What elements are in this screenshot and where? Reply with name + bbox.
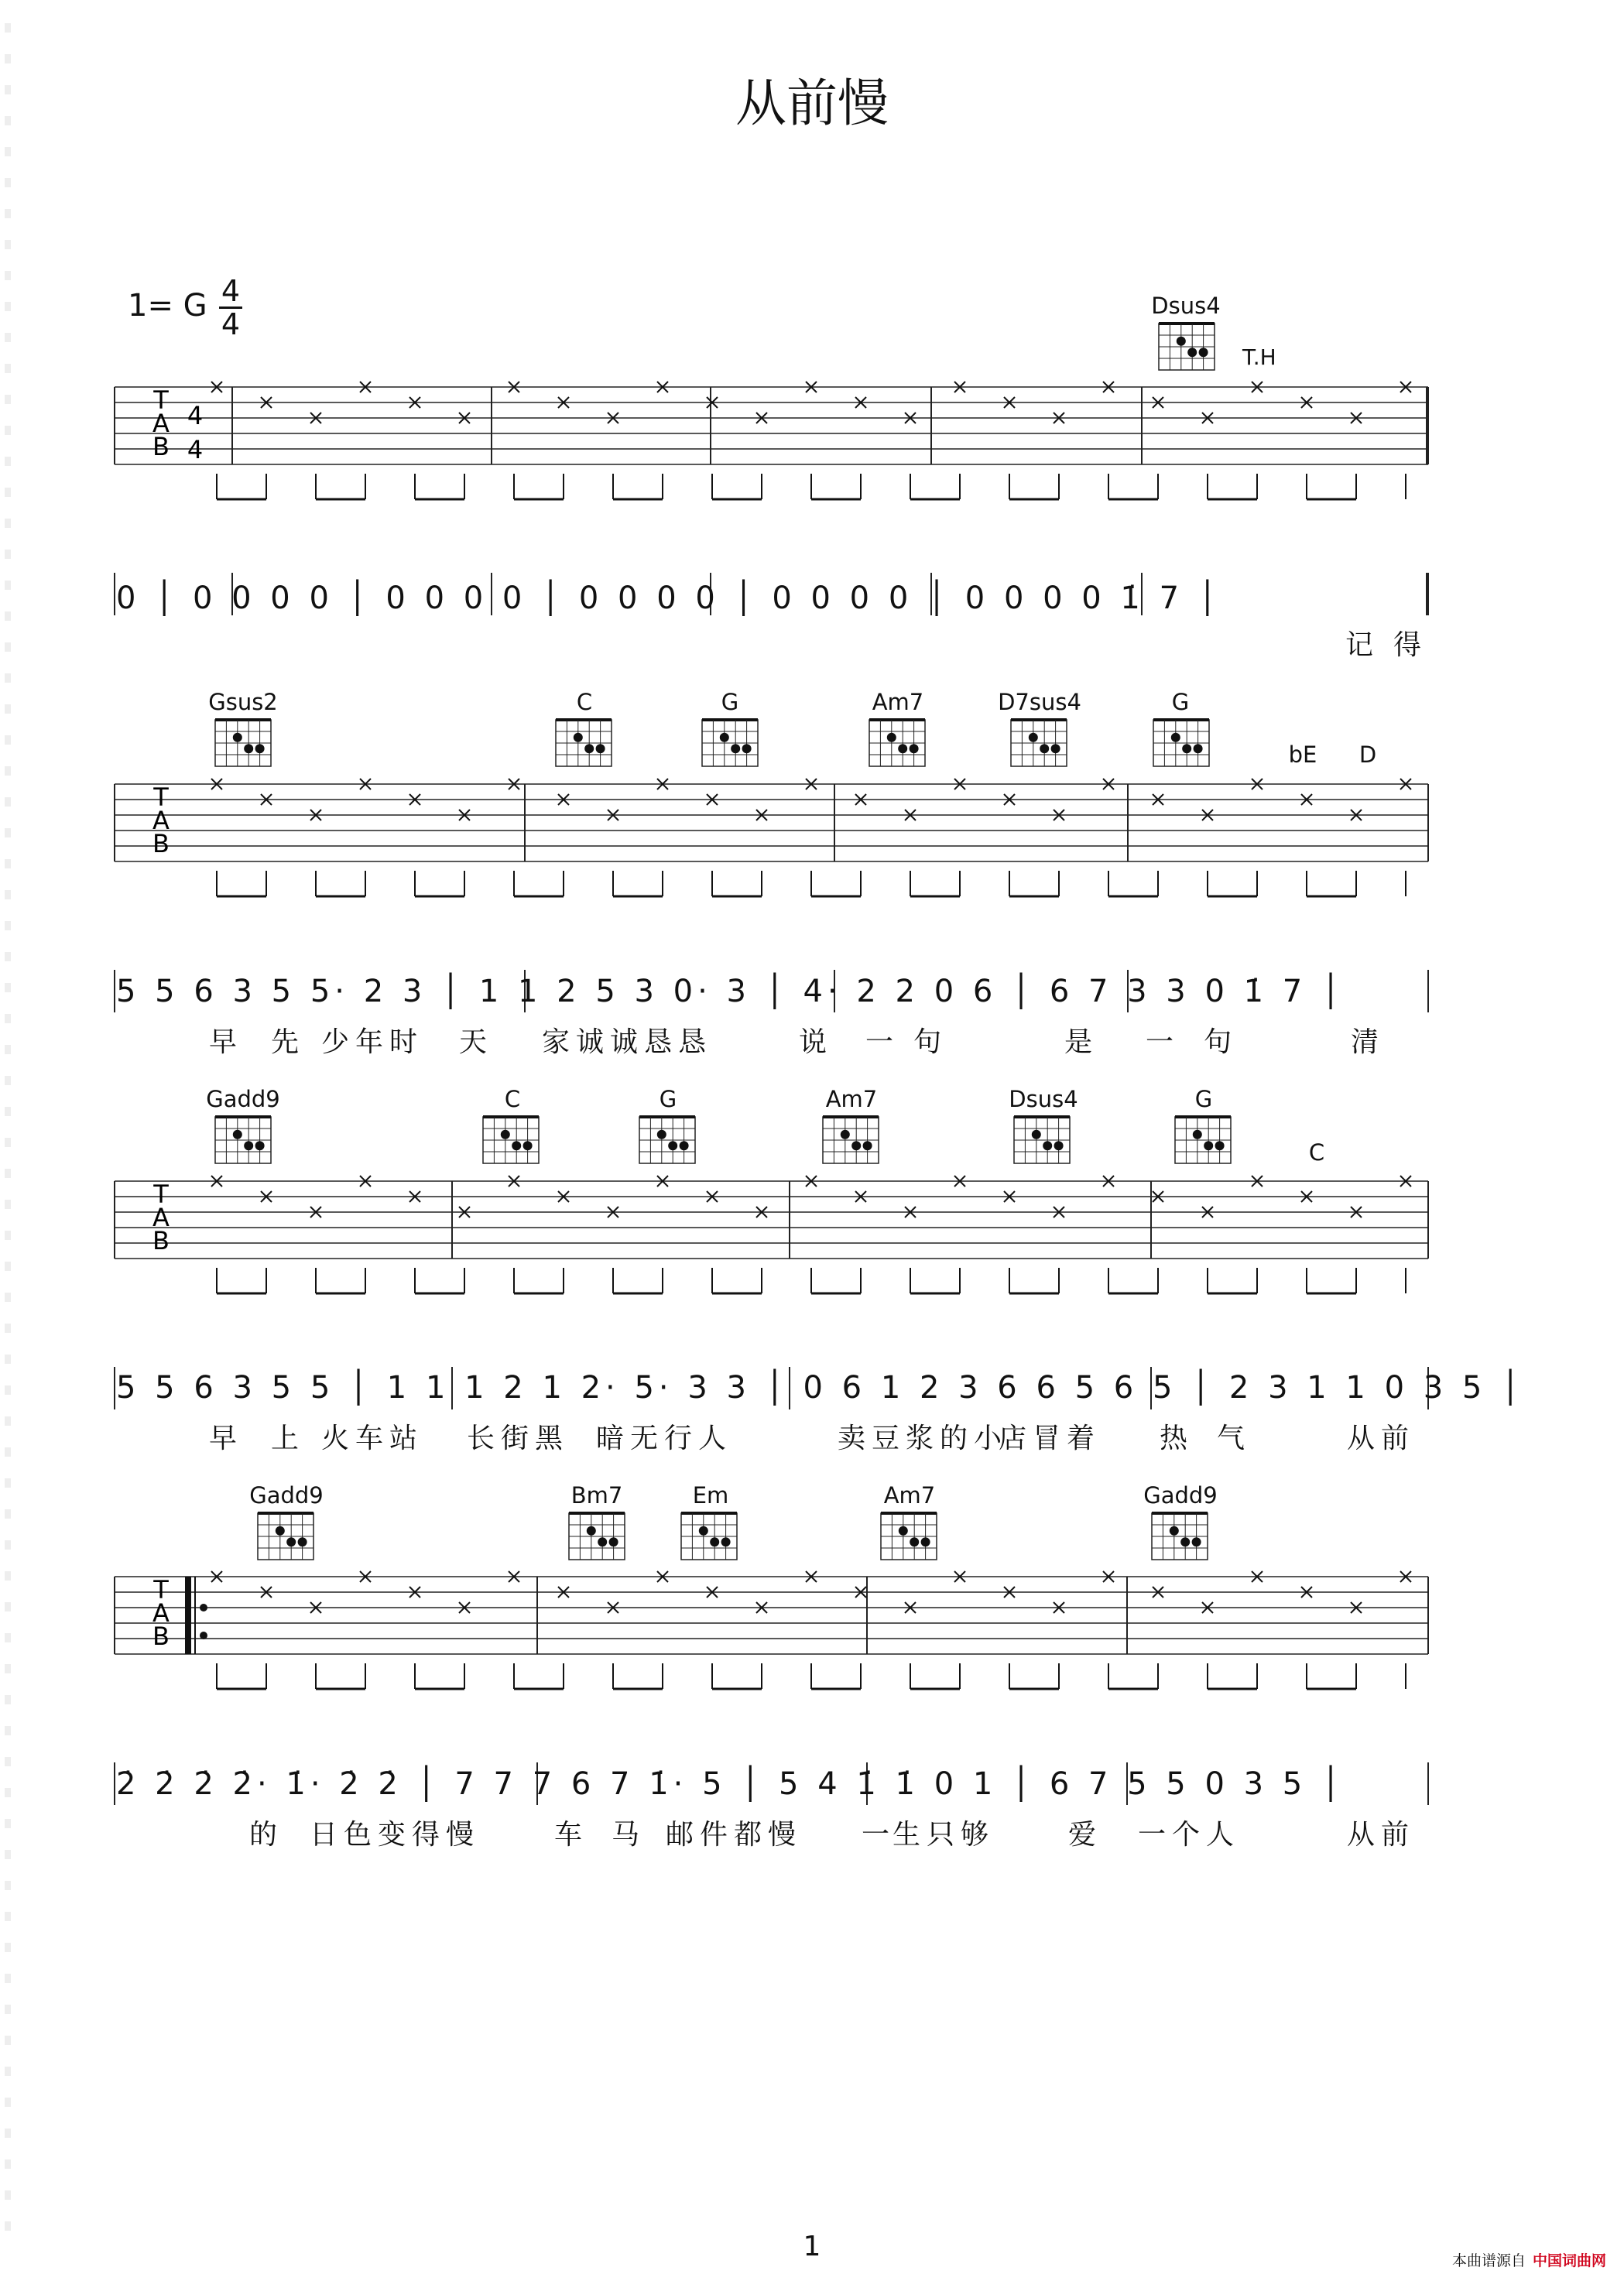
lyric-syllable: 句	[1204, 1026, 1239, 1058]
tab-clef-letter: B	[152, 432, 170, 461]
lyric-syllable: 卖豆浆的小	[838, 1423, 1009, 1454]
numbered-line-2: 5 5 6 3 5 5· 2 3 │ 1 1 2 5 3 0· 3 │ 4· 2 2 0 6 │ 6 7 3 3 0 1̇ 7 │	[116, 974, 1345, 1009]
lyric-syllable: 是	[1064, 1026, 1099, 1058]
lyric-syllable: 一个人	[1138, 1819, 1241, 1851]
chord-name: G	[721, 689, 739, 715]
chord-diagram-finger-dot	[276, 1526, 285, 1536]
chord-diagram-finger-dot	[584, 744, 594, 753]
lyric-syllable: 的	[249, 1819, 284, 1851]
numbered-line-4: 2̇ 2̇ 2̇ 2̇· 1̇· 2̇ 2̇ │ 7 7 7 6 7 1̇· 5 │ 5 4 1̇ 1̇ 0 1 │ 6 7 5 5 0 3 5 │	[116, 1766, 1345, 1802]
chord-name: G	[1194, 1086, 1213, 1112]
repeat-dot	[200, 1604, 207, 1611]
lyric-syllable: 少年时	[321, 1026, 424, 1058]
lyric-syllable: 从前	[1347, 1819, 1416, 1851]
chord-name: D7sus4	[998, 689, 1081, 715]
chord-name: Dsus4	[1151, 293, 1221, 319]
chord-name: Am7	[872, 689, 924, 715]
chord-name: Gadd9	[206, 1086, 280, 1112]
footer-site-link[interactable]: 中国词曲网	[1533, 2252, 1607, 2269]
tab-clef-letter: A	[152, 806, 170, 835]
chord-diagram-finger-dot	[921, 1537, 930, 1546]
tab-clef-letter: B	[152, 1226, 170, 1255]
numbered-line-1: 0 │ 0 0 0 0 │ 0 0 0 0 │ 0 0 0 0 │ 0 0 0 0 │ 0 0 0 0 1̇ 7 │	[116, 581, 1221, 616]
chord-diagram-finger-dot	[1054, 1141, 1064, 1150]
chord-diagram-finger-dot	[244, 1141, 253, 1150]
chord-name: Am7	[825, 1086, 878, 1112]
chord-diagram-finger-dot	[1182, 744, 1191, 753]
tab-clef-letter: T	[153, 783, 169, 812]
chord-diagram-finger-dot	[1032, 1130, 1041, 1139]
technique-mark: T.H	[1242, 344, 1276, 370]
key-signature: 1= G	[128, 288, 207, 324]
chord-diagram-finger-dot	[286, 1537, 296, 1546]
page-number: 1	[803, 2231, 821, 2262]
chord-diagram-finger-dot	[298, 1537, 307, 1546]
lyric-syllable: 从前	[1347, 1423, 1416, 1454]
chord-name: D	[1358, 741, 1377, 768]
repeat-dot	[200, 1632, 207, 1639]
chord-diagram-finger-dot	[699, 1526, 708, 1536]
chord-name: G	[659, 1086, 677, 1112]
chord-name: Gadd9	[1143, 1482, 1218, 1509]
chord-name: G	[1171, 689, 1190, 715]
time-signature-top: 4	[221, 274, 241, 308]
chord-diagram-finger-dot	[233, 733, 242, 742]
chord-diagram-finger-dot	[668, 1141, 677, 1150]
chord-diagram-finger-dot	[1194, 744, 1203, 753]
chord-name: Em	[692, 1482, 729, 1509]
lyric-syllable: 天	[459, 1026, 494, 1058]
lyric-syllable: 爱	[1068, 1819, 1103, 1851]
chord-diagram-finger-dot	[899, 1526, 908, 1536]
chord-diagram-finger-dot	[742, 744, 752, 753]
chord-diagram-finger-dot	[720, 733, 729, 742]
chord-diagram-finger-dot	[1215, 1141, 1225, 1150]
lyric-syllable: 一	[865, 1026, 900, 1058]
numbered-line-3: 5 5 6 3 5 5 │ 1 1 1 2 1 2· 5· 3 3 │ 0 6 1 2 3 6 6 5 6 5 │ 2 3 1 1 0 3 5 │	[116, 1370, 1525, 1406]
chord-diagram-finger-dot	[887, 733, 896, 742]
lyric-syllable: 生只够	[893, 1819, 995, 1851]
chord-diagram-finger-dot	[1171, 733, 1180, 742]
lyric-syllable: 说	[799, 1026, 834, 1058]
lyric-syllable: 先	[271, 1026, 306, 1058]
chord-name: bE	[1288, 741, 1317, 768]
lyric-syllable: 店冒着	[999, 1423, 1102, 1454]
lyric-syllable: 暗无行人	[596, 1423, 733, 1454]
chord-diagram-finger-dot	[523, 1141, 533, 1150]
tab-clef-letter: T	[153, 1180, 169, 1209]
tab-clef-letter: T	[153, 385, 169, 415]
tab-clef-letter: A	[152, 1203, 170, 1232]
time-signature-bottom: 4	[219, 307, 242, 340]
lyric-syllable: 邮件都慢	[666, 1819, 803, 1851]
tab-clef-letter: B	[152, 829, 170, 858]
chord-diagram-finger-dot	[598, 1537, 607, 1546]
tab-clef-letter: A	[152, 409, 170, 438]
chord-diagram-finger-dot	[657, 1130, 666, 1139]
chord-diagram-finger-dot	[574, 733, 583, 742]
lyric-syllable: 气	[1217, 1423, 1252, 1454]
chord-name: Bm7	[570, 1482, 623, 1509]
page-title: 从前慢	[735, 74, 889, 133]
tab-time-signature-digit: 4	[187, 435, 204, 464]
lyric-syllable: 上	[271, 1423, 306, 1454]
chord-name: C	[1308, 1139, 1325, 1166]
chord-diagram-finger-dot	[1043, 1141, 1052, 1150]
chord-diagram-finger-dot	[710, 1537, 719, 1546]
chord-name: Am7	[883, 1482, 936, 1509]
chord-diagram-finger-dot	[1199, 348, 1208, 357]
lyric-syllable: 热	[1160, 1423, 1194, 1454]
chord-diagram-finger-dot	[1180, 1537, 1190, 1546]
tab-clef-letter: T	[153, 1575, 169, 1605]
chord-diagram-finger-dot	[721, 1537, 731, 1546]
chord-diagram-finger-dot	[841, 1130, 850, 1139]
footer-source-label: 本曲谱源自	[1452, 2252, 1526, 2269]
lyric-syllable: 长街黑	[467, 1423, 570, 1454]
lyric-syllable: 句	[913, 1026, 948, 1058]
chord-diagram-finger-dot	[501, 1130, 510, 1139]
lyric-syllable: 早	[209, 1423, 244, 1454]
tab-time-signature-digit: 4	[187, 401, 204, 430]
chord-diagram-finger-dot	[863, 1141, 872, 1150]
lyric-syllable: 得	[1393, 629, 1428, 661]
chord-name: C	[576, 689, 593, 715]
chord-diagram-finger-dot	[255, 744, 265, 753]
chord-diagram-finger-dot	[255, 1141, 265, 1150]
lyric-syllable: 家诚诚恳恳	[542, 1026, 713, 1058]
chord-diagram-finger-dot	[1029, 733, 1038, 742]
chord-name: Gsus2	[208, 689, 278, 715]
chord-diagram-finger-dot	[1051, 744, 1060, 753]
chord-diagram-finger-dot	[1177, 337, 1186, 346]
chord-name: Gadd9	[249, 1482, 324, 1509]
chord-diagram-finger-dot	[898, 744, 907, 753]
chord-diagram-finger-dot	[851, 1141, 861, 1150]
lyric-syllable: 早	[209, 1026, 244, 1058]
chord-diagram-finger-dot	[596, 744, 605, 753]
chord-diagram-finger-dot	[1170, 1526, 1179, 1536]
chord-diagram-finger-dot	[1040, 744, 1049, 753]
tab-clef-letter: A	[152, 1598, 170, 1628]
chord-diagram-finger-dot	[512, 1141, 521, 1150]
lyric-syllable: 一	[862, 1819, 896, 1851]
numbered-notation	[115, 573, 1428, 1805]
chord-name: Dsus4	[1009, 1086, 1078, 1112]
tab-clef-letter: B	[152, 1622, 170, 1651]
chord-name: C	[504, 1086, 521, 1112]
lyric-syllable: 车	[554, 1819, 589, 1851]
chord-diagram-finger-dot	[910, 1537, 919, 1546]
lyric-syllable: 一	[1146, 1026, 1180, 1058]
lyric-syllable: 清	[1351, 1026, 1386, 1058]
chord-diagram-finger-dot	[244, 744, 253, 753]
chord-diagram-finger-dot	[910, 744, 919, 753]
chord-diagram-finger-dot	[1187, 348, 1197, 357]
chord-diagram-finger-dot	[680, 1141, 689, 1150]
chord-diagram-finger-dot	[1204, 1141, 1213, 1150]
chord-diagram-finger-dot	[233, 1130, 242, 1139]
chord-diagram-finger-dot	[731, 744, 740, 753]
chord-diagram-finger-dot	[1192, 1537, 1201, 1546]
lyric-syllable: 火车站	[321, 1423, 424, 1454]
lyric-syllable: 记	[1345, 629, 1380, 661]
chord-diagram-finger-dot	[609, 1537, 618, 1546]
chord-diagram-finger-dot	[587, 1526, 596, 1536]
chord-diagram-finger-dot	[1193, 1130, 1202, 1139]
lyric-syllable: 日色变得慢	[310, 1819, 481, 1851]
lyric-syllable: 马	[612, 1819, 646, 1851]
